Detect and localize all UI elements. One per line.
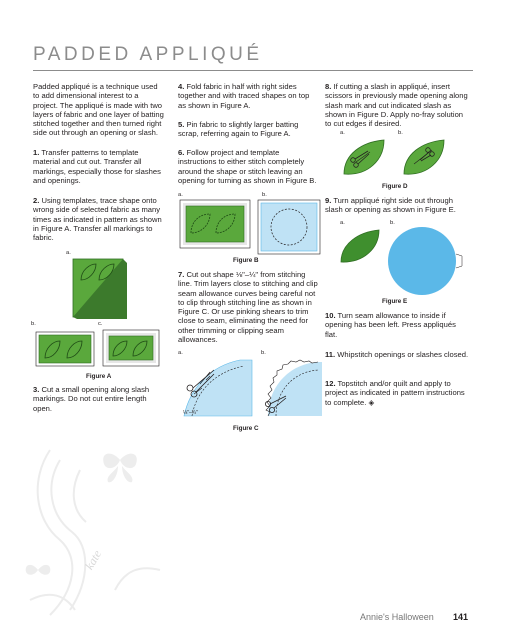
figure-d-a-letter: a.: [340, 130, 345, 136]
figure-e-label: Figure E: [382, 298, 408, 305]
footer-book-title: Annie's Halloween: [360, 612, 434, 622]
step-number: 5.: [178, 120, 185, 129]
step-text: Turn appliqué right side out through slash or opening as shown in Figure E.: [325, 196, 456, 215]
step-number: 2.: [33, 196, 40, 205]
step-9: [325, 196, 470, 215]
figure-a-a-illustration: [72, 258, 128, 320]
step-text: Transfer patterns to template material and cut out. Transfer all markings, especially those for slashes and openings.: [33, 148, 161, 185]
step-number: 3.: [33, 385, 40, 394]
figure-c-measurement: ⅛"–¼": [183, 410, 198, 416]
step-number: 10.: [325, 311, 336, 320]
step-number: 9.: [325, 196, 332, 205]
step-10: [325, 311, 470, 339]
figure-e-b-illustration: [382, 226, 462, 296]
step-8: [325, 82, 470, 128]
step-7: [178, 270, 318, 344]
step-3: [33, 385, 165, 413]
figure-c-label: Figure C: [233, 425, 259, 432]
watermark-signature: kate: [82, 547, 105, 572]
figure-c-b-illustration: [262, 358, 322, 420]
figure-d-b-illustration: [400, 138, 448, 180]
step-number: 6.: [178, 148, 185, 157]
step-text: Fold fabric in half with right sides together and with traced shapes on top as shown in Figure A.: [178, 82, 310, 110]
figure-d-label: Figure D: [382, 183, 408, 190]
figure-b-a-illustration: [180, 200, 250, 248]
figure-a-c-letter: c.: [98, 321, 103, 327]
watermark-illustration: [20, 440, 170, 620]
figure-b-a-letter: a.: [178, 192, 183, 198]
step-text: Cut out shape ⅛"–¼" from stitching line. Trim layers close to stitching and clip seam allowance curves being careful not to clip through stitching line as shown in Figure C. Or use pinking shears to trim close to seam, eliminating the need for other trimming or clipping seam allowances.: [178, 270, 318, 345]
step-5: [178, 120, 318, 139]
figure-e-a-illustration: [338, 228, 382, 266]
step-number: 11.: [325, 350, 336, 359]
step-number: 12.: [325, 379, 336, 388]
step-text: Pin fabric to slightly larger batting scrap, referring again to Figure A.: [178, 120, 299, 139]
figure-a-b-illustration: [36, 332, 94, 366]
step-number: 1.: [33, 148, 40, 157]
figure-d-b-letter: b.: [398, 130, 403, 136]
step-text: Follow project and template instructions to either stitch completely around the shape or stitch leaving an opening for turning as shown in Figure B.: [178, 148, 317, 185]
step-text: Turn seam allowance to inside if opening has been left. Press appliqués flat.: [325, 311, 456, 339]
step-text: Whipstitch openings or slashes closed.: [335, 350, 469, 359]
figure-c-a-letter: a.: [178, 350, 183, 356]
figure-d-a-illustration: [340, 138, 388, 180]
page-title: PADDED APPLIQUÉ: [33, 44, 263, 65]
figure-a-b-letter: b.: [31, 321, 36, 327]
step-4: [178, 82, 318, 110]
step-1: [33, 148, 165, 185]
page-number: 141: [453, 612, 469, 622]
figure-a-label: Figure A: [86, 373, 112, 380]
step-6: [178, 148, 318, 185]
figure-e-a-letter: a.: [340, 220, 345, 226]
intro-paragraph: Padded appliqué is a technique used to add dimensional interest to a project. The appliqué is made with two layers of fabric and one layer of batting stitched together and then turned right side out through an opening or slash.: [33, 82, 164, 138]
step-text: Topstitch and/or quilt and apply to project as indicated in pattern instructions to complete. ◈: [325, 379, 465, 407]
figure-b-b-letter: b.: [262, 192, 267, 198]
figure-a-a-letter: a.: [66, 250, 71, 256]
figure-c-b-letter: b.: [261, 350, 266, 356]
step-number: 8.: [325, 82, 332, 91]
figure-b-label: Figure B: [233, 257, 259, 264]
step-11: [325, 350, 470, 359]
step-text: Cut a small opening along slash markings. Do not cut entire length open.: [33, 385, 150, 413]
step-text: Using templates, trace shape onto wrong side of selected fabric as many times as indicated in pattern as shown in Figure A. Transfer all markings to fabric.: [33, 196, 162, 243]
figure-a-c-illustration: [103, 330, 159, 366]
title-rule: [33, 70, 473, 71]
step-2: [33, 196, 165, 242]
step-number: 7.: [178, 270, 185, 279]
figure-e-b-letter: b.: [390, 220, 395, 226]
step-number: 4.: [178, 82, 185, 91]
step-12: [325, 379, 470, 407]
step-text: If cutting a slash in appliqué, insert scissors in previously made opening along slash mark and cut indicated slash as shown in Figure D. Apply no-fray solution to cut edges if desired.: [325, 82, 468, 129]
figure-b-b-illustration: [258, 200, 320, 254]
